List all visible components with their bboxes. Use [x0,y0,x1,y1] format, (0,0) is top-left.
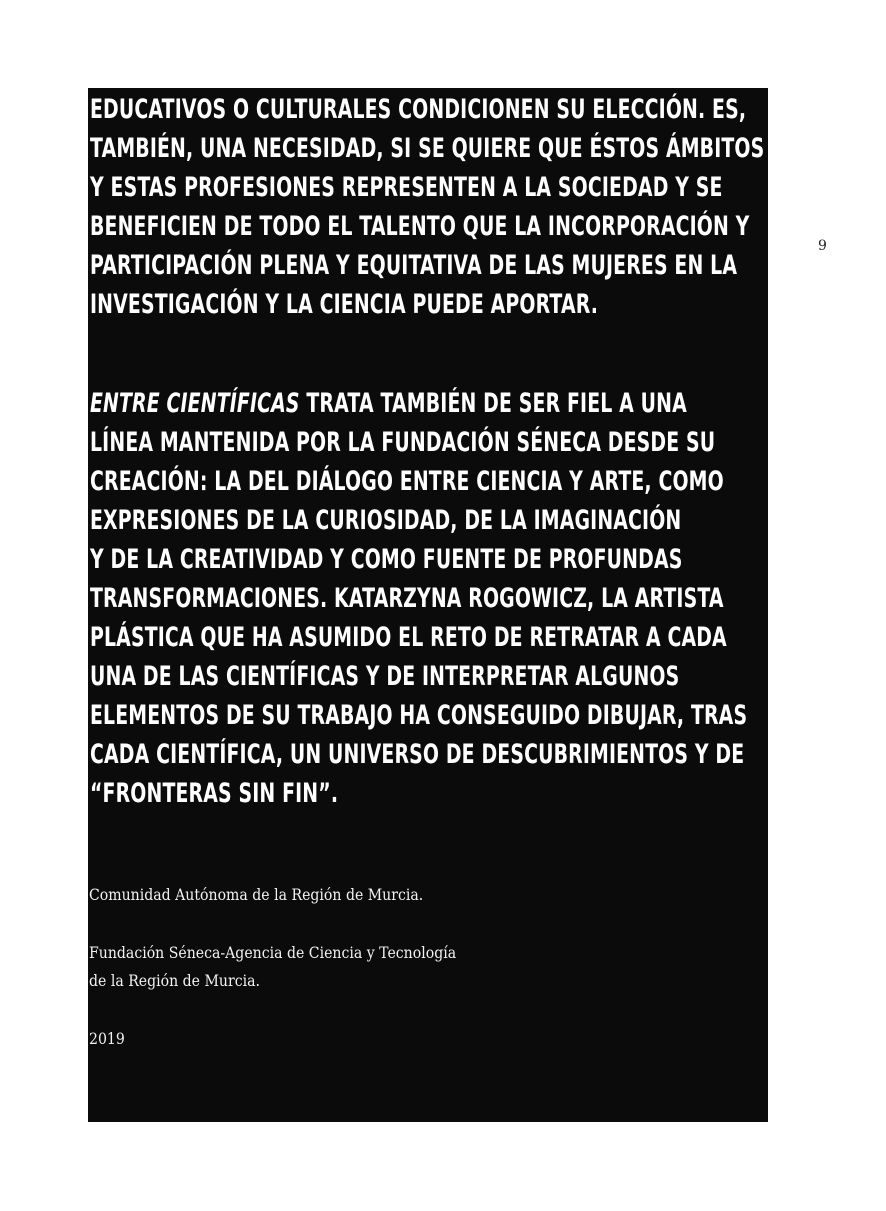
credit-foundation-line: de la Región de Murcia. [89,971,260,990]
paragraph-1-line: PARTICIPACIÓN PLENA Y EQUITATIVA DE LAS MUJERES EN LA [90,250,738,281]
paragraph-2-line: CADA CIENTÍFICA, UN UNIVERSO DE DESCUBRIMIENTOS Y DE [90,739,745,770]
paragraph-1-line: BENEFICIEN DE TODO EL TALENTO QUE LA INCORPORACIÓN Y [90,211,750,242]
book-title: ENTRE CIENTÍFICAS [90,388,300,419]
paragraph-1-line: TAMBIÉN, UNA NECESIDAD, SI SE QUIERE QUE ÉSTOS ÁMBITOS [90,133,765,164]
paragraph-2 [90,384,762,813]
credit-foundation-line: Fundación Séneca-Agencia de Ciencia y Tecnología [89,943,457,962]
paragraph-1-line: EDUCATIVOS O CULTURALES CONDICIONEN SU ELECCIÓN. ES, [90,94,747,125]
paragraph-2-line: UNA DE LAS CIENTÍFICAS Y DE INTERPRETAR ALGUNOS [90,661,680,692]
paragraph-2-first-line [90,384,762,423]
paragraph-2-line: CREACIÓN: LA DEL DIÁLOGO ENTRE CIENCIA Y ARTE, COMO [90,466,724,497]
text-panel [88,88,768,1122]
page-number: 9 [818,238,827,254]
paragraph-2-line: ELEMENTOS DE SU TRABAJO HA CONSEGUIDO DIBUJAR, TRAS [90,700,748,731]
paragraph-1-line: Y ESTAS PROFESIONES REPRESENTEN A LA SOCIEDAD Y SE [90,172,723,203]
paragraph-2-line: “FRONTERAS SIN FIN”. [90,778,339,809]
credit-year-text: 2019 [89,1029,125,1048]
paragraph-2-line-rest: TRATA TAMBIÉN DE SER FIEL A UNA [299,388,687,419]
credit-year [89,1025,125,1053]
credit-government [89,881,423,909]
paragraph-2-line: TRANSFORMACIONES. KATARZYNA ROGOWICZ, LA ARTISTA [90,583,724,614]
paragraph-1-line: INVESTIGACIÓN Y LA CIENCIA PUEDE APORTAR. [90,289,599,320]
paragraph-1 [90,90,765,324]
paragraph-2-line: EXPRESIONES DE LA CURIOSIDAD, DE LA IMAGINACIÓN [90,505,682,536]
credit-foundation [89,939,456,995]
paragraph-2-line: PLÁSTICA QUE HA ASUMIDO EL RETO DE RETRATAR A CADA [90,622,727,653]
paragraph-2-line: LÍNEA MANTENIDA POR LA FUNDACIÓN SÉNECA DESDE SU [90,427,716,458]
credit-government-text: Comunidad Autónoma de la Región de Murcia. [89,885,424,904]
paragraph-2-line: Y DE LA CREATIVIDAD Y COMO FUENTE DE PROFUNDAS [90,544,683,575]
